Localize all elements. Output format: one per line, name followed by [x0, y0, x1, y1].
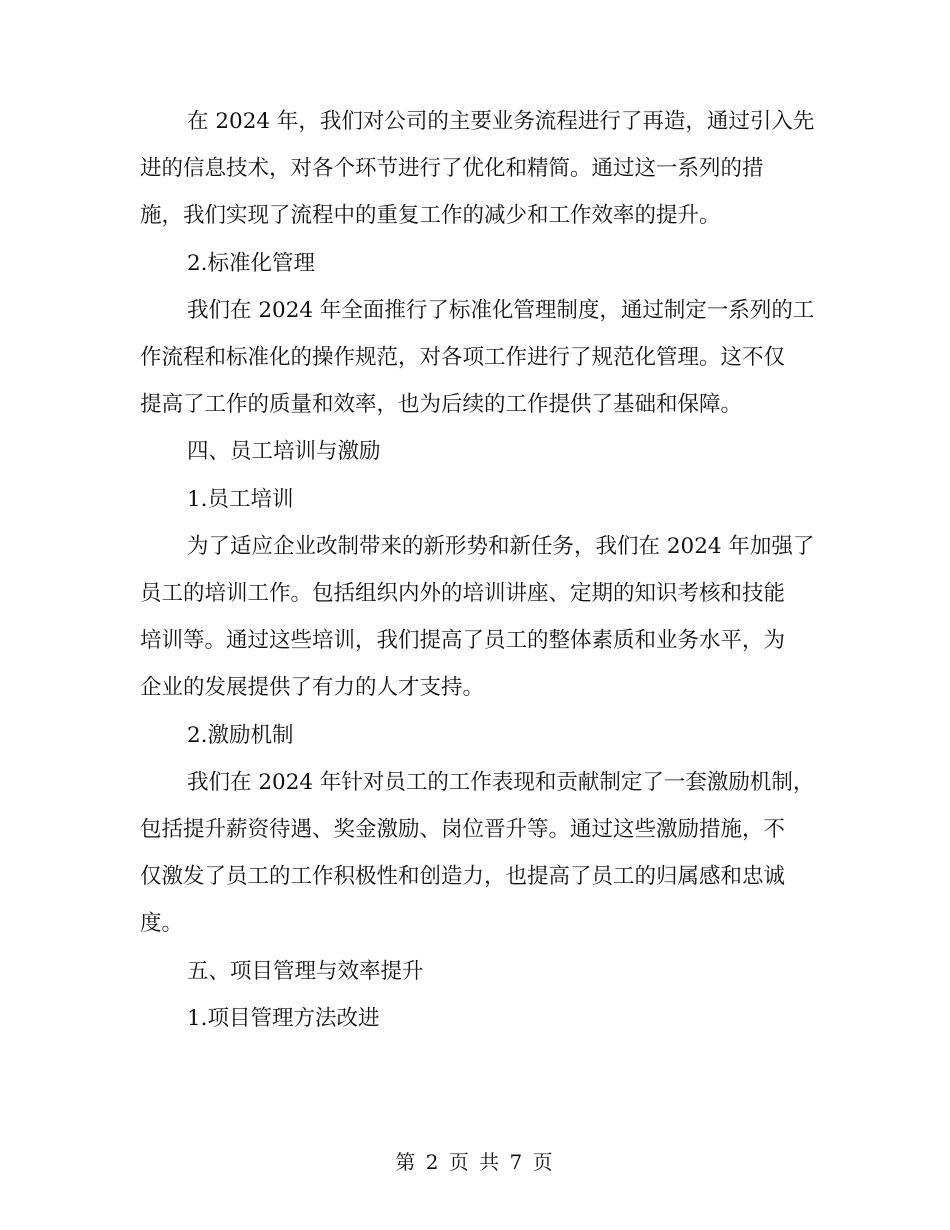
text-line: 我们在 2024 年针对员工的工作表现和贡献制定了一套激励机制， — [187, 769, 815, 795]
heading-text: 2.标准化管理 — [187, 250, 316, 276]
paragraph-incentive-mechanism — [140, 759, 815, 948]
heading-project-management-methods — [140, 995, 804, 1042]
paragraph-process-reengineering — [140, 98, 815, 240]
heading-text: 五、项目管理与效率提升 — [187, 958, 424, 984]
paragraph-standardized-management — [140, 287, 815, 429]
heading-text: 1.员工培训 — [187, 486, 294, 512]
paragraph-employee-training — [140, 523, 815, 712]
heading-employee-training — [140, 476, 804, 523]
heading-incentive-mechanism — [140, 712, 804, 759]
page-number-footer: 第 2 页 共 7 页 — [395, 1150, 555, 1174]
text-line: 仅激发了员工的工作积极性和创造力，也提高了员工的归属感和忠诚 — [140, 864, 786, 890]
text-line: 进的信息技术，对各个环节进行了优化和精简。通过这一系列的措 — [140, 156, 764, 182]
text-line: 我们在 2024 年全面推行了标准化管理制度，通过制定一系列的工 — [187, 297, 815, 323]
heading-section-four — [140, 428, 804, 475]
heading-text: 1.项目管理方法改进 — [187, 1005, 380, 1031]
heading-text: 2.激励机制 — [187, 722, 294, 748]
text-line: 度。 — [140, 911, 184, 937]
text-line: 为了适应企业改制带来的新形势和新任务，我们在 2024 年加强了 — [187, 533, 815, 559]
heading-text: 四、员工培训与激励 — [187, 439, 381, 465]
text-line: 施，我们实现了流程中的重复工作的减少和工作效率的提升。 — [140, 203, 721, 229]
text-line: 在 2024 年，我们对公司的主要业务流程进行了再造，通过引入先 — [187, 109, 815, 134]
text-line: 提高了工作的质量和效率，也为后续的工作提供了基础和保障。 — [140, 392, 743, 418]
text-line: 包括提升薪资待遇、奖金激励、岗位晋升等。通过这些激励措施，不 — [140, 817, 786, 843]
text-line: 培训等。通过这些培训，我们提高了员工的整体素质和业务水平，为 — [140, 628, 786, 654]
heading-section-five — [140, 948, 804, 995]
heading-standardized-management — [140, 240, 804, 287]
document-body — [140, 98, 815, 1042]
text-line: 企业的发展提供了有力的人才支持。 — [140, 675, 485, 701]
text-line: 员工的培训工作。包括组织内外的培训讲座、定期的知识考核和技能 — [140, 581, 786, 607]
text-line: 作流程和标准化的操作规范，对各项工作进行了规范化管理。这不仅 — [140, 345, 786, 371]
